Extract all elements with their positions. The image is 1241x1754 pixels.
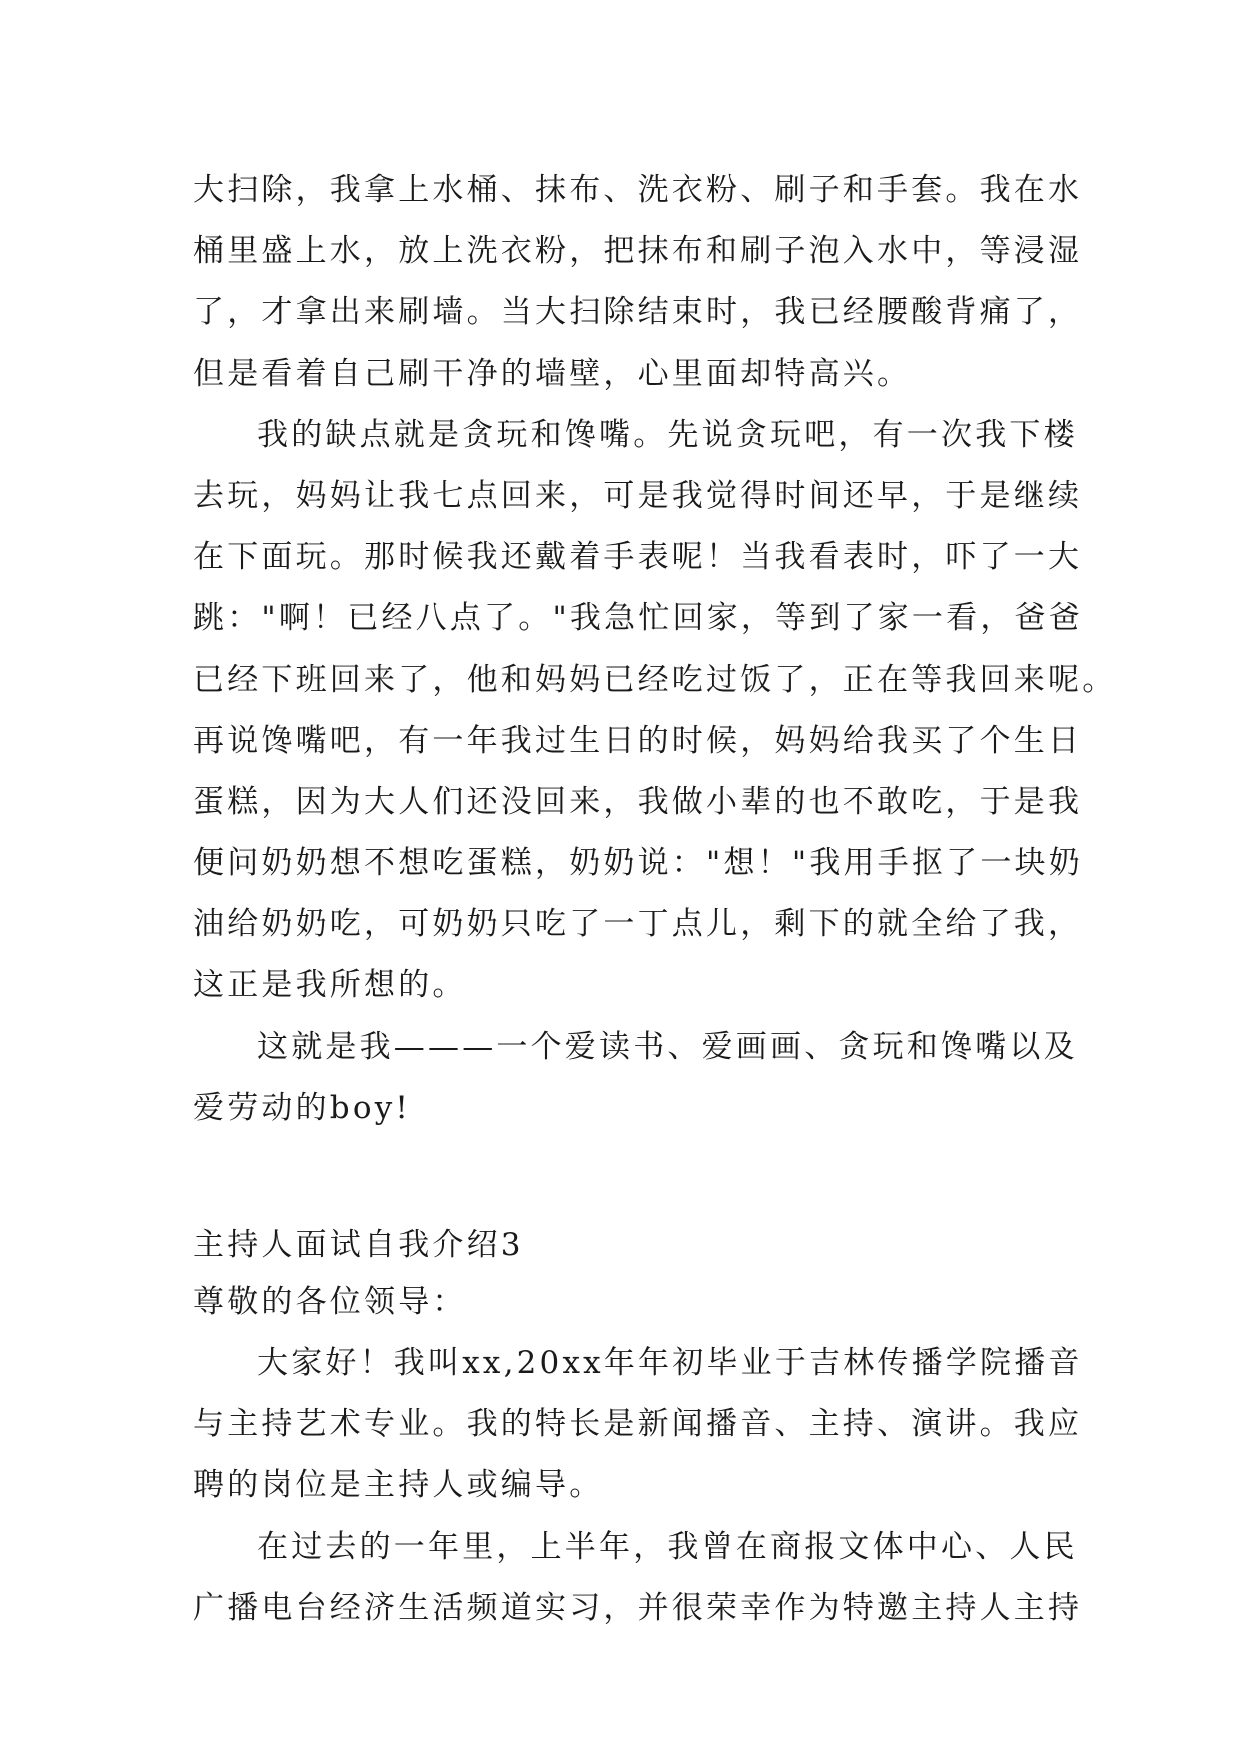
text-line: 在下面玩。那时候我还戴着手表呢！当我看表时，吓了一大 [193,539,1083,576]
text-line: 大扫除，我拿上水桶、抹布、洗衣粉、刷子和手套。我在水 [193,172,1083,208]
paragraph-cleaning [193,160,1083,405]
text-line: 了，才拿出来刷墙。当大扫除结束时，我已经腰酸背痛了， [193,294,1083,331]
text-line: 我的缺点就是贪玩和馋嘴。先说贪玩吧，有一次我下楼 [257,416,1078,453]
salutation: 尊敬的各位领导： [193,1284,467,1320]
paragraph-shortcomings [193,405,1117,1017]
text-line: 桶里盛上水，放上洗衣粉，把抹布和刷子泡入水中，等浸湿 [193,233,1083,270]
text-line: 大家好！我叫xx,20xx年年初毕业于吉林传播学院播音 [257,1345,1083,1381]
text-line: 已经下班回来了，他和妈妈已经吃过饭了，正在等我回来呢。 [193,661,1117,698]
document-body [193,160,1117,1639]
text-line: 再说馋嘴吧，有一年我过生日的时候，妈妈给我买了个生日 [193,722,1083,759]
text-line: 广播电台经济生活频道实习，并很荣幸作为特邀主持人主持 [193,1589,1083,1626]
paragraph-introduction [193,1333,1083,1517]
text-line: 但是看着自己刷干净的墙壁，心里面却特高兴。 [193,355,912,392]
text-line: 跳："啊！已经八点了。"我急忙回家，等到了家一看，爸爸 [193,600,1083,637]
text-line: 这就是我———一个爱读书、爱画画、贪玩和馋嘴以及 [257,1028,1078,1065]
section-title: 主持人面试自我介绍3 [193,1227,524,1263]
text-line: 去玩，妈妈让我七点回来，可是我觉得时间还早，于是继续 [193,477,1083,514]
text-line: 在过去的一年里，上半年，我曾在商报文体中心、人民 [257,1528,1078,1565]
text-line: 便问奶奶想不想吃蛋糕，奶奶说："想！"我用手抠了一块奶 [193,845,1083,882]
section-gap [193,1139,1061,1219]
paragraph-experience [193,1517,1083,1639]
text-line: 这正是我所想的。 [193,967,467,1004]
text-line: 与主持艺术专业。我的特长是新闻播音、主持、演讲。我应 [193,1406,1083,1443]
text-line: 爱劳动的boy! [193,1089,412,1126]
text-line: 聘的岗位是主持人或编导。 [193,1467,604,1504]
text-line: 蛋糕，因为大人们还没回来，我做小辈的也不敢吃，于是我 [193,783,1083,820]
text-line: 油给奶奶吃，可奶奶只吃了一丁点儿，剩下的就全给了我， [193,906,1083,943]
paragraph-conclusion [193,1017,1078,1139]
